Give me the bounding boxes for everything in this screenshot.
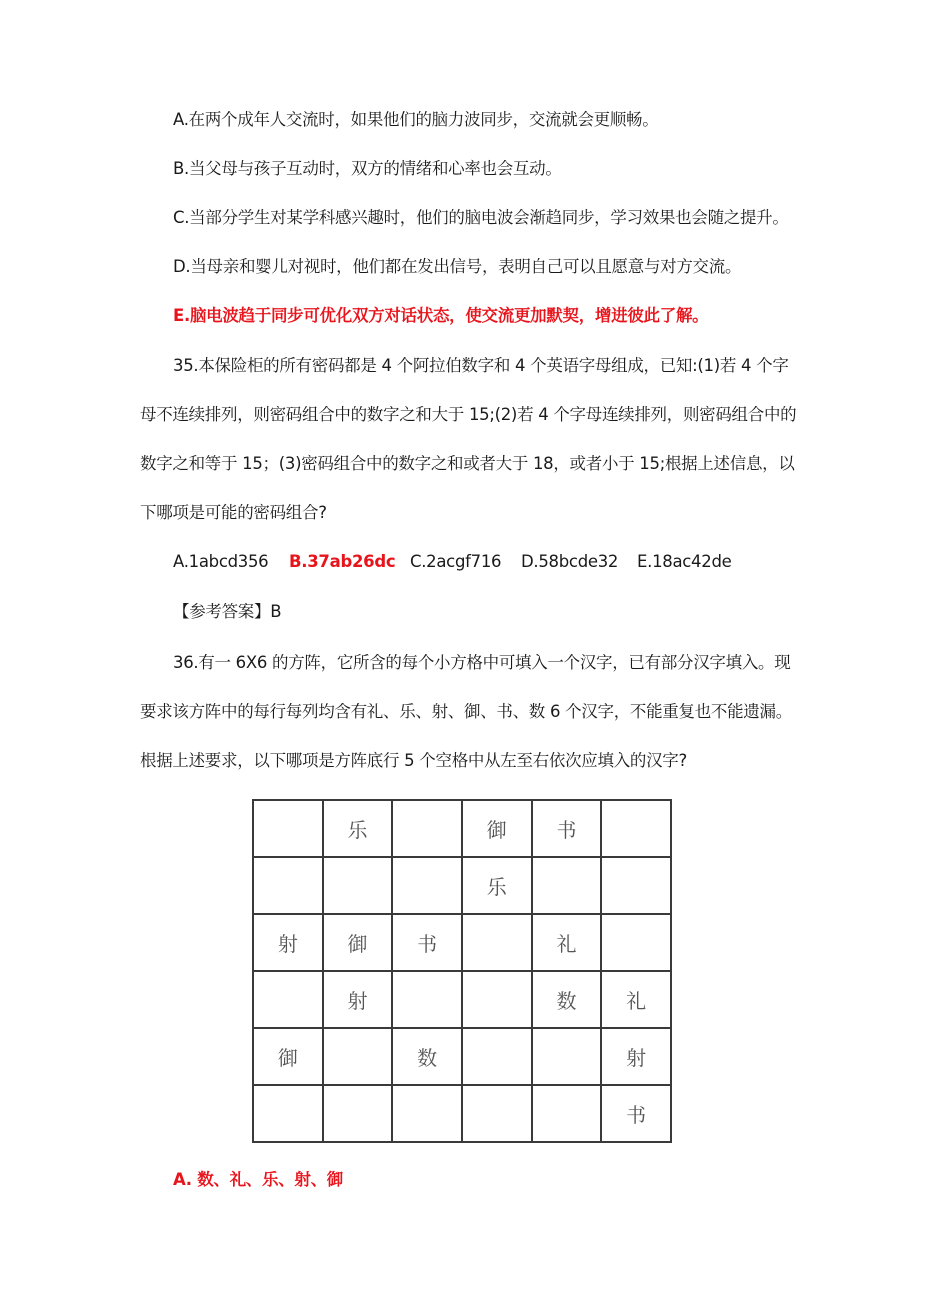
grid-cell: 书: [601, 1085, 671, 1142]
grid-cell: [532, 1085, 602, 1142]
q35-option-e: E.18ac42de: [637, 552, 732, 571]
q36-question-line-1: 36.有一 6X6 的方阵，它所含的每个小方格中可填入一个汉字，已有部分汉字填入。现: [173, 653, 791, 672]
grid-cell: [462, 971, 532, 1028]
grid-cell: 书: [392, 914, 462, 971]
grid-row: [253, 971, 671, 1028]
grid-cell: 御: [323, 914, 393, 971]
grid-row: [253, 1028, 671, 1085]
grid-cell: 礼: [601, 971, 671, 1028]
grid-cell: [392, 1085, 462, 1142]
grid-cell: [462, 1085, 532, 1142]
q36-question-line-2: 要求该方阵中的每行每列均含有礼、乐、射、御、书、数 6 个汉字，不能重复也不能遗漏。: [140, 702, 792, 721]
grid-cell: [462, 914, 532, 971]
grid-cell: [601, 800, 671, 857]
grid-cell: [392, 971, 462, 1028]
grid-cell: [392, 800, 462, 857]
hanzi-grid: [252, 799, 672, 1143]
q34-option-b: B.当父母与孩子互动时，双方的情绪和心率也会互动。: [173, 159, 562, 178]
grid-cell: [253, 800, 323, 857]
q35-reference-answer: 【参考答案】B: [173, 602, 282, 621]
grid-cell: [253, 857, 323, 914]
grid-cell: [253, 1085, 323, 1142]
q35-question-line-4: 下哪项是可能的密码组合?: [140, 503, 327, 522]
q34-option-d: D.当母亲和婴儿对视时，他们都在发出信号，表明自己可以且愿意与对方交流。: [173, 257, 742, 276]
q35-option-a: A.1abcd356: [173, 552, 269, 571]
grid-cell: [462, 1028, 532, 1085]
grid-cell: [601, 914, 671, 971]
q34-option-a: A.在两个成年人交流时，如果他们的脑力波同步，交流就会更顺畅。: [173, 110, 659, 129]
grid-cell: 礼: [532, 914, 602, 971]
q34-option-e-correct: E.脑电波趋于同步可优化双方对话状态，使交流更加默契，增进彼此了解。: [173, 306, 709, 325]
grid-cell: [532, 1028, 602, 1085]
grid-cell: 御: [253, 1028, 323, 1085]
q35-question-line-2: 母不连续排列，则密码组合中的数字之和大于 15;(2)若 4 个字母连续排列，则密码组合中的: [140, 405, 797, 424]
q35-option-d: D.58bcde32: [521, 552, 619, 571]
q36-option-a-correct: A. 数、礼、乐、射、御: [173, 1170, 343, 1189]
q34-option-c: C.当部分学生对某学科感兴趣时，他们的脑电波会渐趋同步，学习效果也会随之提升。: [173, 208, 789, 227]
grid-cell: 射: [323, 971, 393, 1028]
q36-question-line-3: 根据上述要求，以下哪项是方阵底行 5 个空格中从左至右依次应填入的汉字?: [140, 751, 687, 770]
grid-cell: [601, 857, 671, 914]
grid-cell: [392, 857, 462, 914]
q35-option-c: C.2acgf716: [410, 552, 502, 571]
grid-cell: 数: [392, 1028, 462, 1085]
grid-row: [253, 857, 671, 914]
q35-option-b-correct: B.37ab26dc: [289, 552, 396, 571]
grid-cell: 御: [462, 800, 532, 857]
grid-cell: [323, 1028, 393, 1085]
grid-cell: [323, 857, 393, 914]
grid-cell: [323, 1085, 393, 1142]
q35-question-line-3: 数字之和等于 15；(3)密码组合中的数字之和或者大于 18，或者小于 15;根据上述信息，以: [140, 454, 795, 473]
grid-cell: 射: [601, 1028, 671, 1085]
grid-cell: 数: [532, 971, 602, 1028]
q35-options: [0, 552, 926, 572]
grid-cell: [532, 857, 602, 914]
grid-cell: 乐: [323, 800, 393, 857]
q35-question-line-1: 35.本保险柜的所有密码都是 4 个阿拉伯数字和 4 个英语字母组成，已知:(1)若 4 个字: [173, 356, 789, 375]
grid-cell: [253, 971, 323, 1028]
grid-cell: 乐: [462, 857, 532, 914]
grid-row: [253, 800, 671, 857]
grid-cell: 射: [253, 914, 323, 971]
grid-row: [253, 914, 671, 971]
grid-row: [253, 1085, 671, 1142]
grid-cell: 书: [532, 800, 602, 857]
